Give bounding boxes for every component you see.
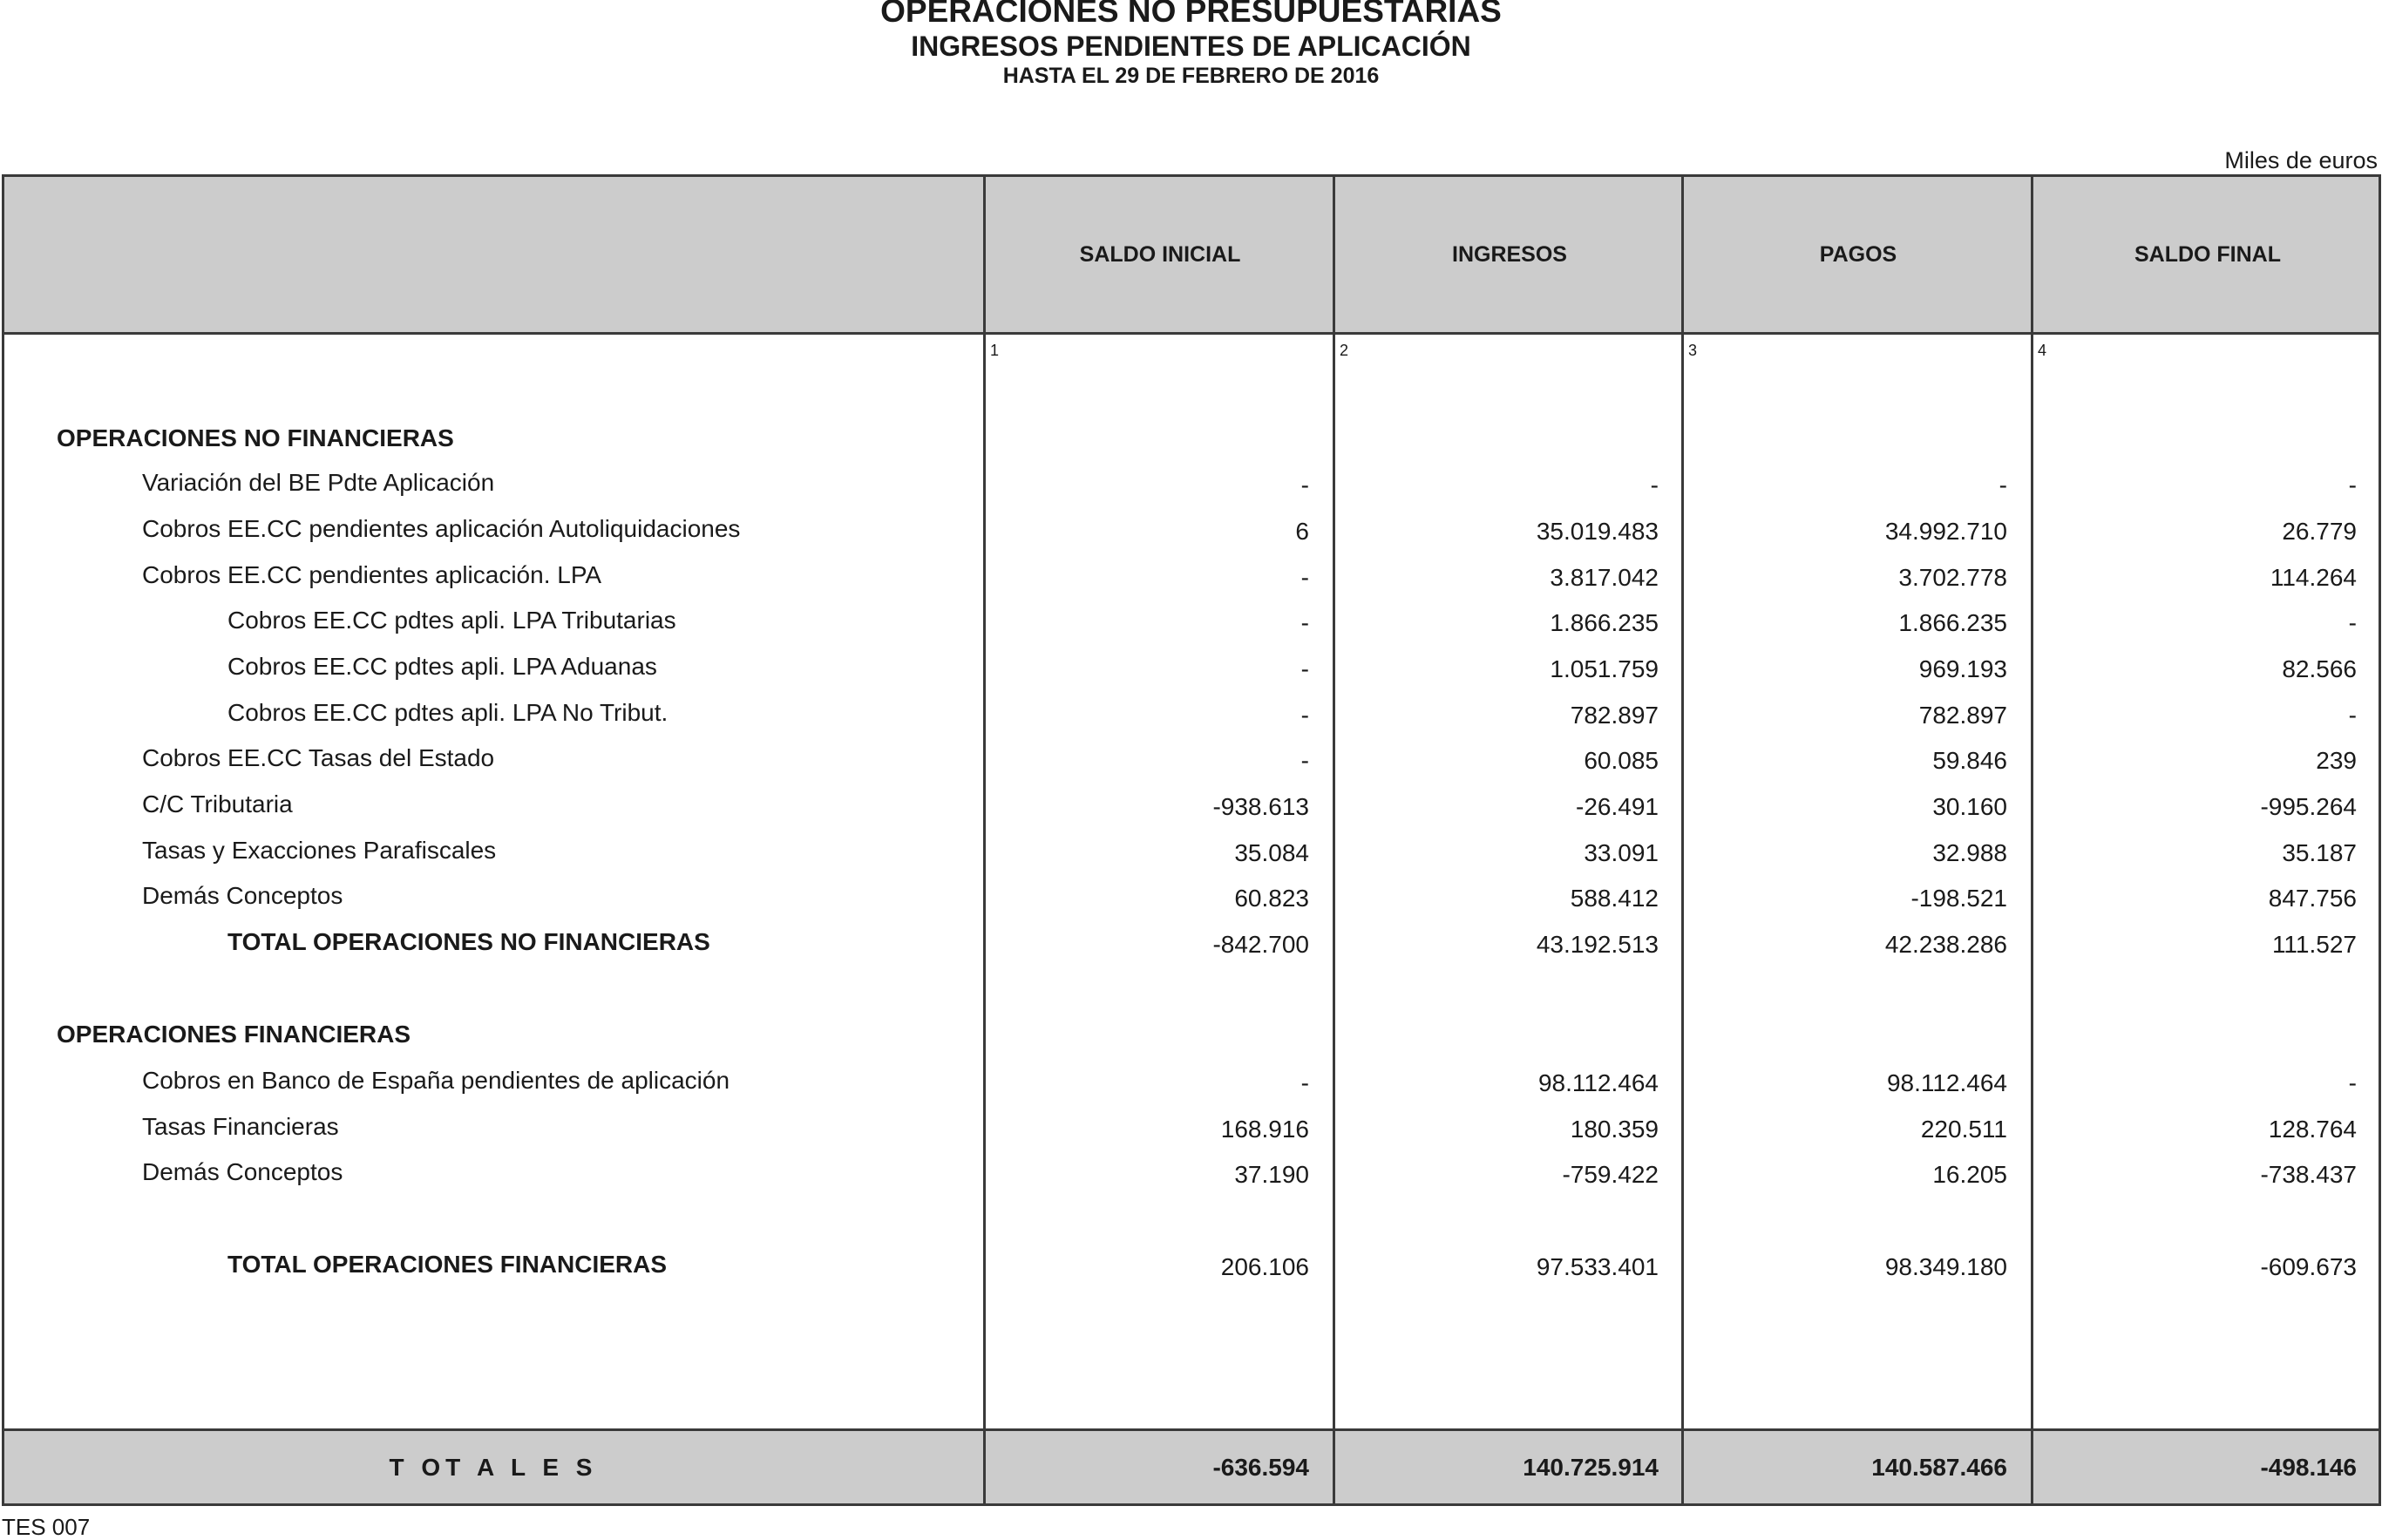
table-cell: 35.084: [1234, 839, 1309, 866]
table-cell: -995.264: [2260, 793, 2357, 820]
column-number: 2: [1340, 342, 1349, 359]
table-cell: 97.533.401: [1536, 1253, 1659, 1280]
table-cell: 969.193: [1918, 655, 2007, 682]
table-cell: 59.846: [1932, 747, 2007, 774]
section-heading: OPERACIONES FINANCIERAS: [57, 1021, 411, 1048]
column-header-saldo-final: SALDO FINAL: [2134, 242, 2282, 267]
table-cell: -: [1300, 1069, 1309, 1096]
table-cell: 114.264: [2270, 564, 2357, 591]
column-header-pagos: PAGOS: [1819, 242, 1897, 267]
table-cell: -: [2348, 471, 2357, 499]
table-cell: -738.437: [2260, 1161, 2357, 1188]
row-label: Variación del BE Pdte Aplicación: [142, 469, 495, 496]
row-label: Tasas Financieras: [142, 1113, 339, 1140]
table-cell: 128.764: [2268, 1116, 2357, 1143]
subtotal-label: TOTAL OPERACIONES NO FINANCIERAS: [227, 928, 710, 955]
table-cell: -: [2348, 609, 2357, 636]
table-cell: 26.779: [2282, 518, 2357, 545]
table-cell: 82.566: [2282, 655, 2357, 682]
table-cell: -: [1300, 609, 1309, 636]
table-cell: 111.527: [2271, 931, 2357, 958]
row-label: Cobros en Banco de España pendientes de aplicación: [142, 1067, 730, 1094]
table-cell: -198.521: [1910, 885, 2007, 912]
totals-value: -498.146: [2260, 1454, 2357, 1481]
totals-label: T OT A L E S: [389, 1454, 598, 1481]
table-cell: -: [2348, 1069, 2357, 1096]
table-cell: 782.897: [1918, 702, 2007, 729]
row-label: Cobros EE.CC pdtes apli. LPA Aduanas: [227, 653, 657, 680]
table-cell: 206.106: [1220, 1253, 1309, 1280]
table-cell: 35.187: [2282, 839, 2357, 866]
table-cell: -609.673: [2260, 1253, 2357, 1280]
row-label: Demás Conceptos: [142, 1158, 343, 1185]
table-cell: -: [1999, 471, 2007, 499]
totals-value: 140.587.466: [1871, 1454, 2007, 1481]
table-cell: 6: [1295, 518, 1309, 545]
row-label: Cobros EE.CC Tasas del Estado: [142, 744, 495, 771]
table-cell: -: [1650, 471, 1659, 499]
table-cell: 33.091: [1584, 839, 1659, 866]
units-label: Miles de euros: [2224, 147, 2378, 173]
table-cell: 60.085: [1584, 747, 1659, 774]
table-cell: 16.205: [1932, 1161, 2007, 1188]
table-cell: 168.916: [1220, 1116, 1309, 1143]
row-label: Cobros EE.CC pendientes aplicación Autoliquidaciones: [142, 515, 741, 542]
row-label: Cobros EE.CC pdtes apli. LPA No Tribut.: [227, 699, 668, 726]
row-label: Demás Conceptos: [142, 882, 343, 909]
table-cell: 588.412: [1570, 885, 1659, 912]
table-cell: -938.613: [1212, 793, 1309, 820]
report-subtitle: INGRESOS PENDIENTES DE APLICACIÓN: [911, 31, 1471, 62]
table-cell: -: [1300, 471, 1309, 499]
table-cell: -26.491: [1576, 793, 1659, 820]
table-cell: -759.422: [1562, 1161, 1659, 1188]
totals-value: -636.594: [1212, 1454, 1309, 1481]
table-cell: 60.823: [1234, 885, 1309, 912]
table-cell: 180.359: [1570, 1116, 1659, 1143]
table-cell: -: [1300, 655, 1309, 682]
table-cell: 42.238.286: [1884, 931, 2007, 958]
table-cell: 3.817.042: [1550, 564, 1659, 591]
column-number: 3: [1688, 342, 1698, 359]
table-cell: 782.897: [1570, 702, 1659, 729]
table-cell: 98.349.180: [1884, 1253, 2007, 1280]
table-cell: 37.190: [1234, 1161, 1309, 1188]
table-cell: 1.866.235: [1898, 609, 2007, 636]
table-cell: -: [1300, 747, 1309, 774]
table-cell: 847.756: [2268, 885, 2357, 912]
report-period: HASTA EL 29 DE FEBRERO DE 2016: [1002, 64, 1380, 88]
table-cell: 30.160: [1932, 793, 2007, 820]
row-label: Cobros EE.CC pendientes aplicación. LPA: [142, 561, 602, 588]
table-cell: 220.511: [1920, 1116, 2007, 1143]
table-cell: 239: [2316, 747, 2357, 774]
report-title: OPERACIONES NO PRESUPUESTARIAS: [880, 0, 1502, 29]
table-cell: 35.019.483: [1536, 518, 1659, 545]
subtotal-label: TOTAL OPERACIONES FINANCIERAS: [227, 1251, 668, 1278]
table-cell: 1.866.235: [1550, 609, 1659, 636]
section-heading: OPERACIONES NO FINANCIERAS: [57, 424, 454, 451]
table-cell: 43.192.513: [1536, 931, 1659, 958]
totals-value: 140.725.914: [1523, 1454, 1659, 1481]
table-cell: 34.992.710: [1884, 518, 2007, 545]
row-label: Cobros EE.CC pdtes apli. LPA Tributarias: [227, 607, 676, 634]
table-cell: 32.988: [1932, 839, 2007, 866]
table-cell: -: [1300, 564, 1309, 591]
column-header-saldo-inicial: SALDO INICIAL: [1079, 242, 1241, 267]
row-label: C/C Tributaria: [142, 790, 293, 817]
column-header-ingresos: INGRESOS: [1452, 242, 1567, 267]
table-cell: 3.702.778: [1898, 564, 2007, 591]
table-cell: -: [2348, 702, 2357, 729]
row-label: Tasas y Exacciones Parafiscales: [142, 837, 497, 864]
table-cell: 1.051.759: [1550, 655, 1659, 682]
table-cell: 98.112.464: [1537, 1069, 1659, 1096]
column-number: 4: [2038, 342, 2047, 359]
document-code: TES 007: [2, 1514, 91, 1540]
table-cell: -842.700: [1212, 931, 1309, 958]
column-number: 1: [990, 342, 1000, 359]
table-cell: -: [1300, 702, 1309, 729]
table-cell: 98.112.464: [1886, 1069, 2007, 1096]
